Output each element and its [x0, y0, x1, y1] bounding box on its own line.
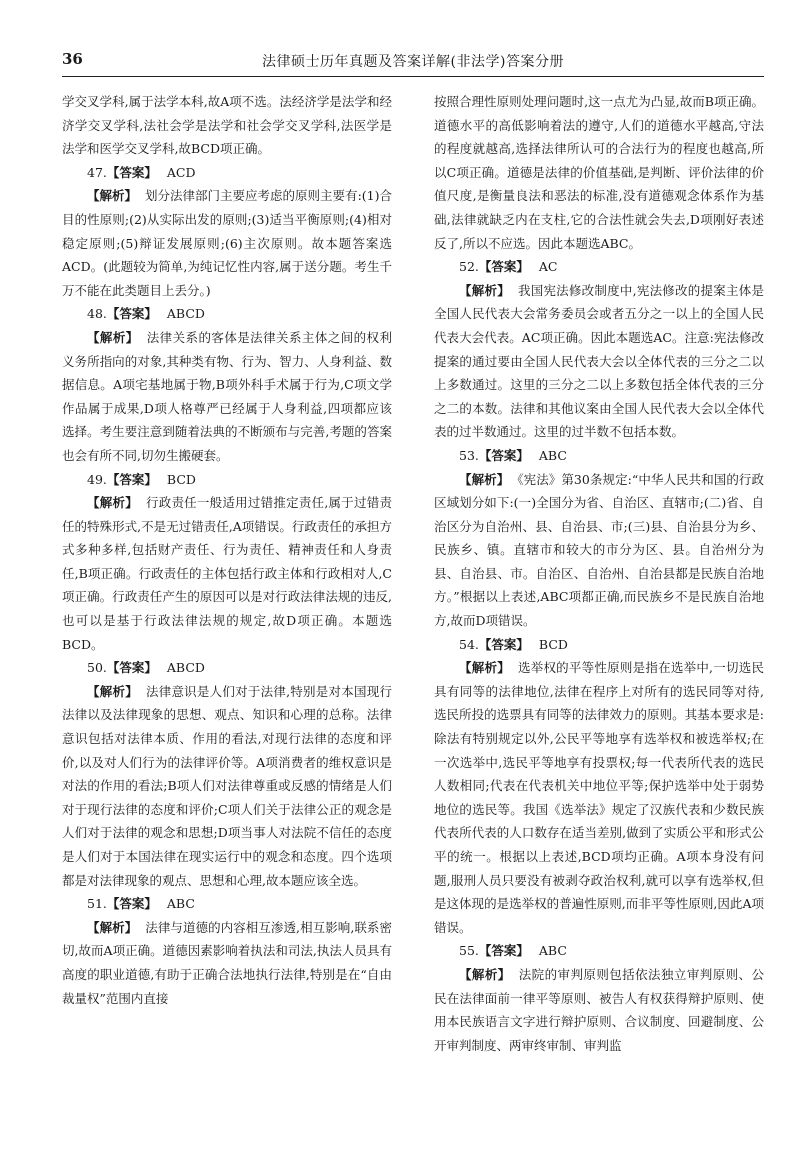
answer-tag: 【答案】 [106, 471, 157, 487]
explanation-tag: 【解析】 [459, 660, 510, 676]
explanation-50 [62, 680, 392, 892]
answer-47 [62, 161, 392, 185]
right-column [434, 90, 764, 1057]
answer-value: ABC [538, 447, 567, 463]
answer-tag: 【答案】 [478, 259, 529, 275]
answer-value: BCD [538, 636, 568, 652]
answer-51 [62, 892, 392, 916]
question-number: 51. [87, 896, 107, 912]
answer-tag: 【答案】 [478, 447, 529, 463]
explanation-53 [434, 468, 764, 633]
question-number: 53. [459, 447, 479, 463]
explanation-text: 法律意识是人们对于法律,特别是对本国现行法律以及法律现象的思想、观点、知识和心理的总称。法律意识包括对法律本质、作用的看法,对现行法律的态度和评价,以及对人们行为的法律评价等。A项消费者的维权意识是对法的作用的看法;B项人们对法律尊重或反感的情绪是人们对于现行法律的态度和评价;C项人们关于法律公正的观念是人们对于法律的观念和思想;D项当事人对法院不信任的态度是人们对于本国法律在现实运行中的观念和态度。四个选项都是对法律现象的观点、思想和心理,故本题应该全选。 [62, 683, 392, 888]
answer-tag: 【答案】 [106, 306, 157, 322]
explanation-tag: 【解析】 [87, 188, 138, 204]
explanation-47 [62, 184, 392, 302]
explanation-text: 法律关系的客体是法律关系主体之间的权利义务所指向的对象,其种类有物、行为、智力、人身利益、数据信息。A项宅基地属于物,B项外科手术属于行为,C项文学作品属于成果,D项人格尊严已经属于人身利益,四项都应该选择。考生要注意到随着法典的不断颁布与完善,考题的答案也会有所不同,切勿生搬硬套。 [62, 329, 392, 463]
explanation-tag: 【解析】 [87, 683, 138, 699]
answer-value: AC [538, 259, 558, 275]
answer-tag: 【答案】 [478, 943, 529, 959]
answer-49 [62, 468, 392, 492]
answer-55 [434, 939, 764, 963]
answer-tag: 【答案】 [106, 660, 157, 676]
explanation-55 [434, 963, 764, 1057]
explanation-51 [62, 916, 392, 1010]
answer-tag: 【答案】 [106, 164, 157, 180]
explanation-text: 《宪法》第30条规定:“中华人民共和国的行政区域划分如下:(一)全国分为省、自治区、直辖市;(二)省、自治区分为自治州、县、自治县、市;(三)县、自治县分为乡、民族乡、镇。直辖市和较大的市分为区、县。自治州分为县、自治县、市。自治区、自治州、自治县都是民族自治地方。”根据以上表述,ABC项都正确,而民族乡不是民族自治地方,故而D项错误。 [434, 471, 764, 629]
answer-value: ACD [166, 164, 196, 180]
question-number: 55. [459, 943, 479, 959]
explanation-48 [62, 326, 392, 468]
explanation-tag: 【解析】 [87, 329, 139, 345]
answer-value: ABCD [166, 660, 205, 676]
left-column [62, 90, 392, 1010]
explanation-text: 划分法律部门主要应考虑的原则主要有:(1)合目的性原则;(2)从实际出发的原则;(3)适当平衡原则;(4)相对稳定原则;(5)辩证发展原则;(6)主次原则。故本题答案选ACD。(此题较为简单,为纯记忆性内容,属于送分题。考生千万不能在此类题目上丢分。) [62, 188, 392, 298]
question-number: 52. [459, 259, 479, 275]
answer-tag: 【答案】 [106, 896, 157, 912]
explanation-text: 行政责任一般适用过错推定责任,属于过错责任的特殊形式,不是无过错责任,A项错误。行政责任的承担方式多种多样,包括财产责任、行为责任、精神责任和人身责任,B项正确。行政责任的主体包括行政主体和行政相对人,C项正确。行政责任产生的原因可以是对行政法律法规的违反,也可以是基于行政法律法规的规定,故D项正确。本题选BCD。 [62, 495, 392, 652]
answer-54 [434, 633, 764, 657]
explanation-54 [434, 656, 764, 939]
answer-value: BCD [166, 471, 196, 487]
question-number: 50. [87, 660, 107, 676]
explanation-52 [434, 279, 764, 444]
question-number: 47. [87, 164, 107, 180]
question-number: 48. [87, 306, 107, 322]
explanation-tag: 【解析】 [459, 282, 510, 298]
explanation-49 [62, 491, 392, 656]
running-title: 法律硕士历年真题及答案详解(非法学)答案分册 [262, 54, 564, 70]
explanation-tag: 【解析】 [459, 966, 511, 982]
explanation-text: 选举权的平等性原则是指在选举中,一切选民具有同等的法律地位,法律在程序上对所有的选民同等对待,选民所投的选票具有同等的法律效力的原则。其基本要求是:除法有特别规定以外,公民平等地享有选举权和被选举权;在一次选举中,选民平等地享有投票权;每一代表所代表的选民人数相同;代表在代表机关中地位平等;保护选举中处于弱势地位的选民等。我国《选举法》规定了汉族代表和少数民族代表所代表的人口数存在适当差别,做到了实质公平和形式公平的统一。根据以上表述,BCD项均正确。A项本身没有问题,服刑人员只要没有被剥夺政治权利,就可以享有选举权,但是这体现的是选举权的普遍性原则,而非平等性原则,因此A项错误。 [434, 660, 764, 935]
explanation-text: 我国宪法修改制度中,宪法修改的提案主体是全国人民代表大会常务委员会或者五分之一以上的全国人民代表大会代表。AC项正确。因此本题选AC。注意:宪法修改提案的通过要由全国人民代表大会以全体代表的三分之二以上多数通过。这里的三分之二以上多数包括全体代表的三分之二的本数。法律和其他议案由全国人民代表大会以全体代表的过半数通过。这里的过半数不包括本数。 [434, 282, 764, 440]
answer-tag: 【答案】 [478, 636, 529, 652]
page-header [62, 46, 764, 77]
answer-53 [434, 444, 764, 468]
answer-50 [62, 656, 392, 680]
question-number: 49. [87, 471, 107, 487]
explanation-tag: 【解析】 [87, 495, 138, 511]
answer-value: ABCD [166, 306, 205, 322]
answer-value: ABC [538, 943, 567, 959]
explanation-tag: 【解析】 [87, 919, 138, 935]
answer-value: ABC [166, 896, 195, 912]
page-number: 36 [62, 50, 83, 68]
continued-paragraph: 学交叉学科,属于法学本科,故A项不选。法经济学是法学和经济学交叉学科,法社会学是法学和社会学交叉学科,法医学是法学和医学交叉学科,故BCD项正确。 [62, 94, 392, 157]
explanation-text: 法院的审判原则包括依法独立审判原则、公民在法律面前一律平等原则、被告人有权获得辩护原则、使用本民族语言文字进行辩护原则、合议制度、回避制度、公开审判制度、两审终审制、审判监 [434, 966, 764, 1053]
answer-52 [434, 255, 764, 279]
answer-48 [62, 302, 392, 326]
explanation-text: 法律与道德的内容相互渗透,相互影响,联系密切,故而A项正确。道德因素影响着执法和司法,执法人员具有高度的职业道德,有助于正确合法地执行法律,特别是在“自由裁量权”范围内直接 [62, 919, 392, 1006]
question-number: 54. [459, 636, 479, 652]
continued-paragraph: 按照合理性原则处理问题时,这一点尤为凸显,故而B项正确。道德水平的高低影响着法的遵守,人们的道德水平越高,守法的程度就越高,选择法律所认可的合法行为的程度也越高,所以C项正确。道德是法律的价值基础,是判断、评价法律的价值尺度,是衡量良法和恶法的标准,没有道德观念体系作为基础,法律就缺乏内在支柱,它的合法性就会失去,D项刚好表述反了,所以不应选。因此本题选ABC。 [434, 94, 764, 251]
explanation-tag: 【解析】 [459, 471, 510, 487]
